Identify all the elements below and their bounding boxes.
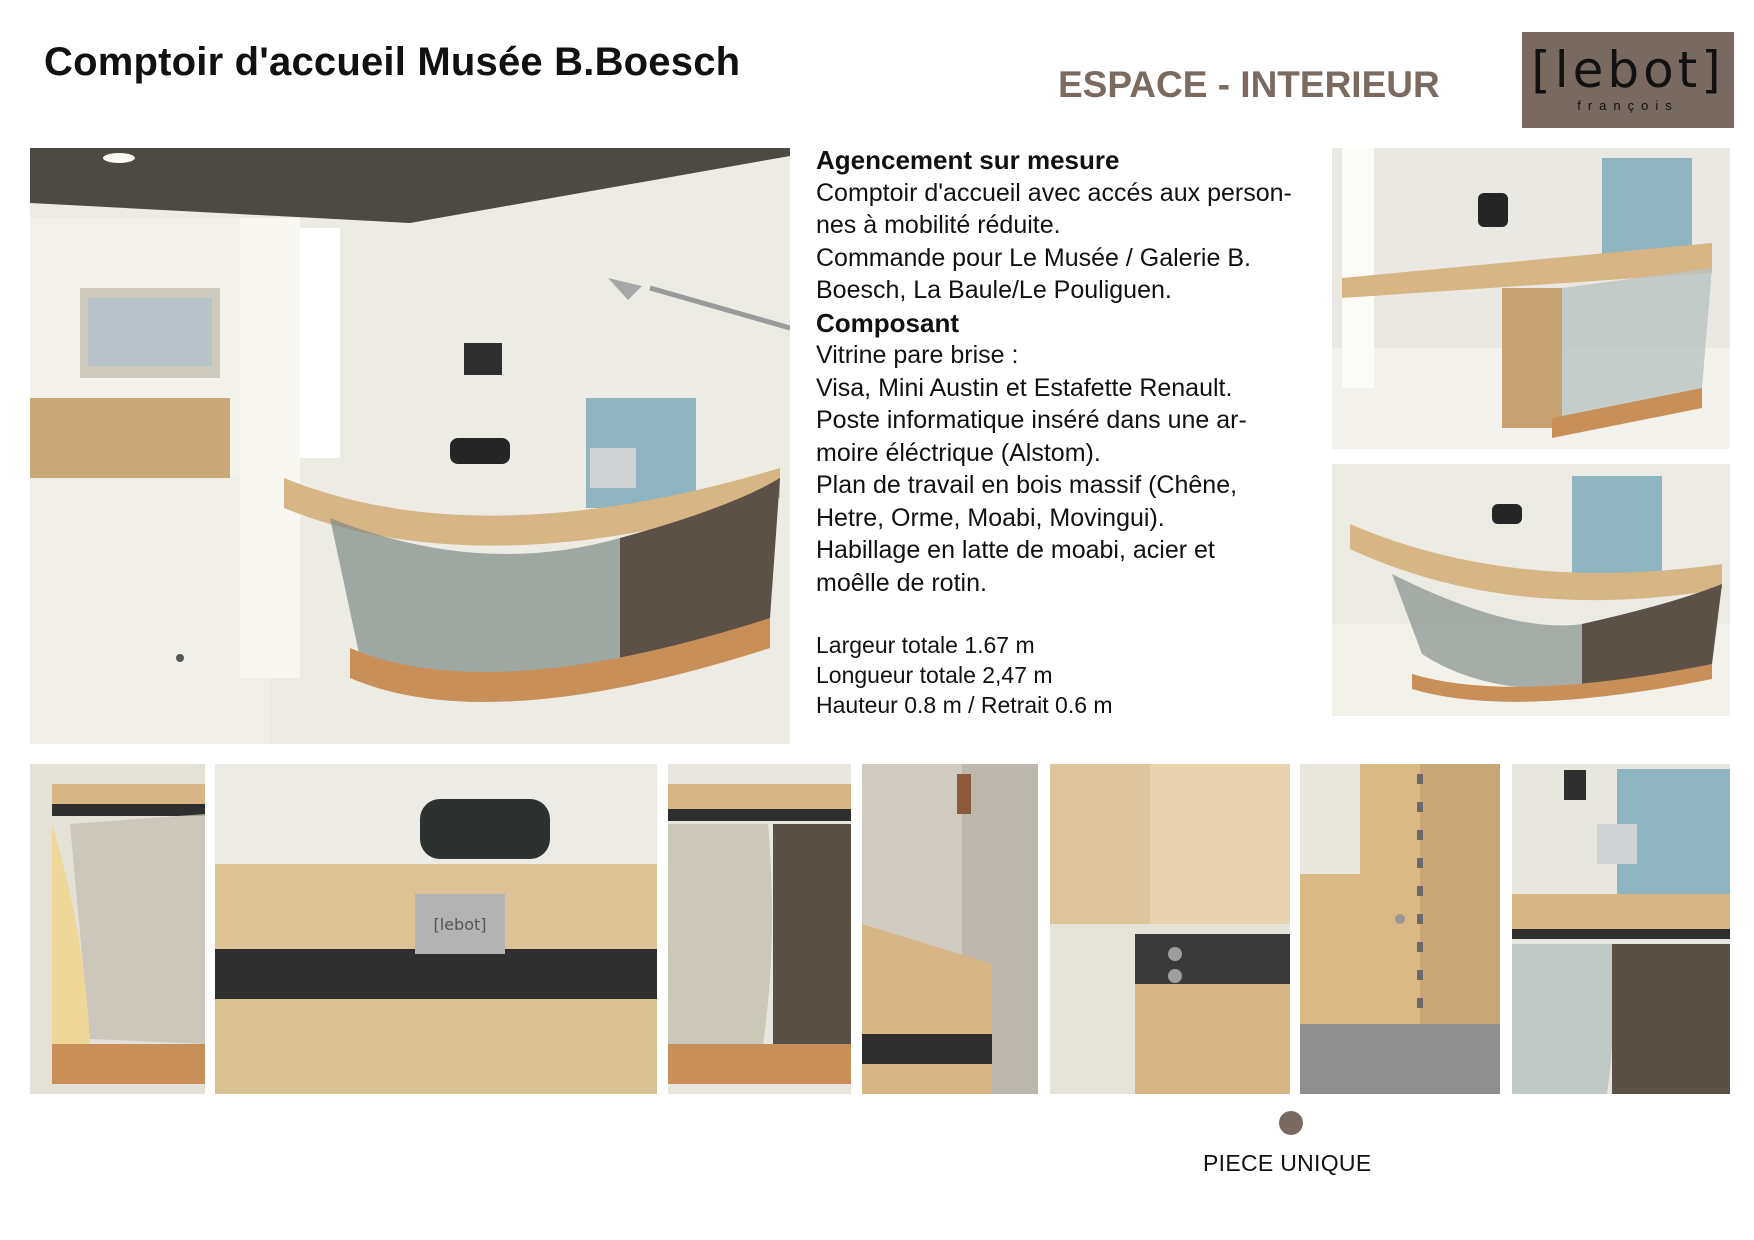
detail-3-illustration [668,764,851,1094]
heading-components: Composant [816,307,959,338]
detail-6-illustration [1300,764,1500,1094]
component-line: Hetre, Orme, Moabi, Movingui). [816,503,1165,532]
detail-photo-5 [1050,764,1290,1094]
component-line: Plan de travail en bois massif (Chêne, [816,471,1238,499]
detail-photo-2 [215,764,657,1094]
top-right-photo [1332,148,1730,449]
component-line: moêlle de rotin. [816,568,987,597]
logo-subtext: françois [1577,98,1679,113]
description-line: Commande pour Le Musée / Galerie B. [816,243,1251,272]
detail-4-illustration [862,764,1038,1094]
component-line: Vitrine pare brise : [816,341,1019,369]
page-title: Comptoir d'accueil Musée B.Boesch [44,40,741,84]
dimension-length: Longueur totale 2,47 m [816,662,1053,688]
detail-7-illustration [1512,764,1730,1094]
category-label: ESPACE - INTERIEUR [1058,64,1440,105]
component-line: moire éléctrique (Alstom). [816,438,1101,467]
description-line: Boesch, La Baule/Le Pouliguen. [816,276,1172,304]
description-line: Comptoir d'accueil avec accés aux person- [816,178,1292,207]
top-right-illustration [1332,148,1730,449]
main-photo [30,148,790,744]
detail-photo-7 [1512,764,1730,1094]
project-description [816,144,1336,599]
unique-piece-label: PIECE UNIQUE [1203,1150,1372,1176]
main-photo-illustration [30,148,790,744]
middle-right-illustration [1332,464,1730,716]
component-line: Habillage en latte de moabi, acier et [816,536,1215,564]
detail-1-illustration [30,764,205,1094]
dimension-height: Hauteur 0.8 m / Retrait 0.6 m [816,692,1113,718]
component-line: Poste informatique inséré dans une ar- [816,406,1247,434]
component-line: Visa, Mini Austin et Estafette Renault. [816,373,1233,402]
detail-2-illustration [215,764,657,1094]
detail-photo-1 [30,764,205,1094]
detail-photo-4 [862,764,1038,1094]
brand-logo [1522,32,1734,128]
dimensions-block [816,630,1113,720]
middle-right-photo [1332,464,1730,716]
metal-plate-text: [lebot] [433,915,487,934]
description-line: nes à mobilité réduite. [816,211,1061,239]
detail-5-illustration [1050,764,1290,1094]
bullet-dot-icon [1279,1111,1303,1135]
logo-wordmark: [lebot] [1531,41,1725,99]
dimension-width: Largeur totale 1.67 m [816,632,1035,658]
heading-custom-fitting: Agencement sur mesure [816,145,1120,175]
detail-photo-6 [1300,764,1500,1094]
detail-photo-3 [668,764,851,1094]
